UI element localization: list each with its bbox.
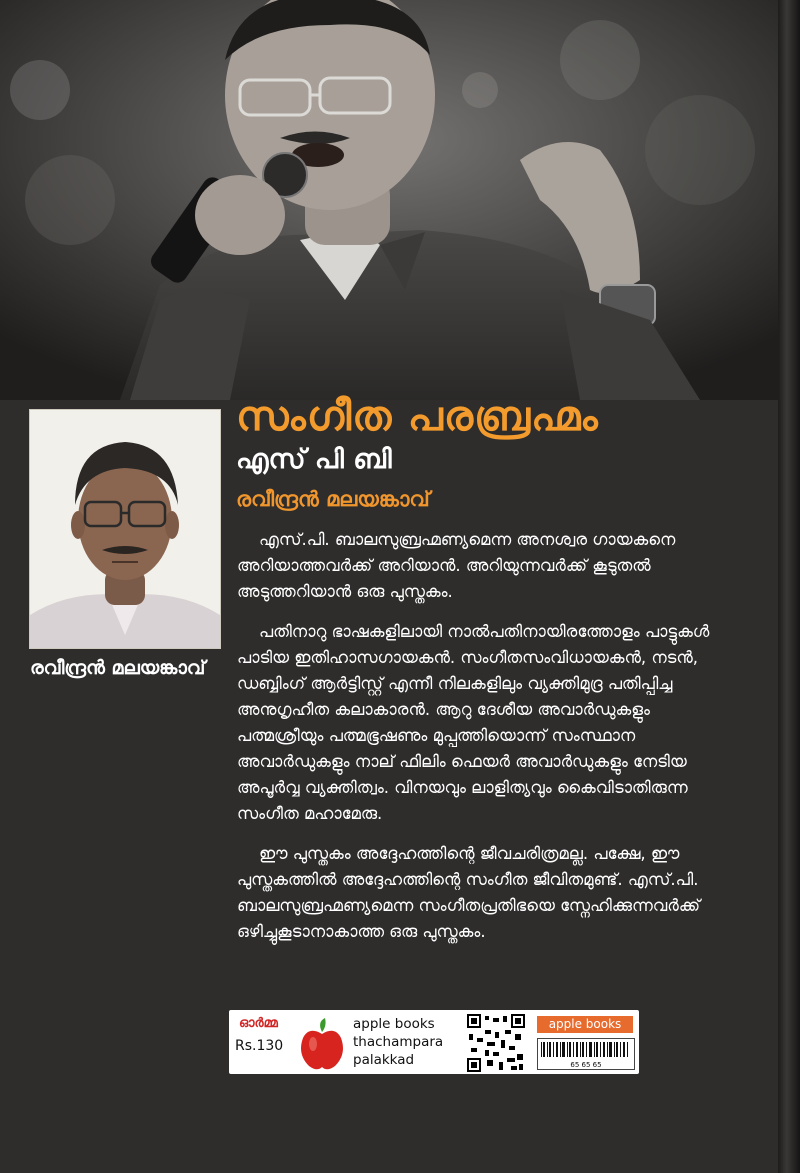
apple-logo-icon	[299, 1018, 345, 1070]
barcode-number: 65 65 65	[570, 1061, 602, 1069]
publisher-name: apple books	[353, 1016, 435, 1032]
barcode	[537, 1038, 635, 1070]
barcode-icon	[538, 1039, 632, 1059]
singer-illustration	[0, 0, 778, 400]
price-label: Rs.130	[235, 1038, 284, 1054]
book-author: രവീന്ദ്രൻ മലയങ്കാവ്	[236, 487, 430, 511]
book-title: സംഗീത പരബ്രഹ്മം	[236, 392, 599, 440]
singer-photo	[0, 0, 778, 400]
publisher-place: thachampara	[353, 1034, 444, 1050]
book-subtitle: എസ് പി ബി	[236, 444, 392, 475]
author-photo-caption: രവീന്ദ്രൻ മലയങ്കാവ്	[30, 657, 206, 679]
publisher-district: palakkad	[353, 1052, 415, 1068]
publisher-footer	[229, 1010, 639, 1074]
blurb-paragraph-2: പതിനാറു ഭാഷകളിലായി നാൽപതിനായിരത്തോളം പാട്ടുകൾ പാടിയ ഇതിഹാസഗായകൻ. സംഗീതസംവിധായകൻ, നടൻ, ഡബ്ബിംഗ് ആർട്ടിസ്റ്റ് എന്നീ നിലകളിലും വ്യക്തിമുദ്ര പതിപ്പിച്ച അനുഗൃഹീത കലാകാരൻ. ആറു ദേശീയ അവാർഡുകളും പത്മശ്രീയും പത്മഭൂഷണും മുപ്പത്തിയൊന്ന് സംസ്ഥാന അവാർഡുകളും നാല് ഫിലിം ഫെയർ അവാർഡുകളും നേടിയ അപൂർവ്വ വ്യക്തിത്വം. വിനയവും ലാളിത്യവും കൈവിടാതിരുന്ന സംഗീത മഹാമേരു.	[237, 622, 710, 823]
book-spine-edge	[778, 0, 800, 1173]
author-portrait	[30, 410, 220, 648]
imprint-logo: ഓർമ്മ	[239, 1016, 278, 1031]
blurb-paragraph-1: എസ്.പി. ബാലസുബ്രഹ്മണ്യമെന്ന അനശ്വര ഗായകനെ അറിയാത്തവർക്ക് അറിയാൻ. അറിയുന്നവർക്ക് കൂടുതൽ അടുത്തറിയാൻ ഒരു പുസ്തകം.	[237, 530, 676, 601]
brand-label: apple books	[537, 1016, 633, 1033]
qr-code-icon	[467, 1014, 525, 1072]
blurb-text	[237, 527, 737, 959]
author-photo	[30, 410, 220, 648]
blurb-paragraph-3: ഈ പുസ്തകം അദ്ദേഹത്തിന്റെ ജീവചരിത്രമല്ല. പക്ഷേ, ഈ പുസ്തകത്തിൽ അദ്ദേഹത്തിന്റെ സംഗീത ജീവിതമുണ്ട്. എസ്.പി. ബാലസുബ്രഹ്മണ്യമെന്ന സംഗീതപ്രതിഭയെ സ്നേഹിക്കുന്നവർക്ക് ഒഴിച്ചുകൂടാനാകാത്ത ഒരു പുസ്തകം.	[237, 844, 701, 941]
